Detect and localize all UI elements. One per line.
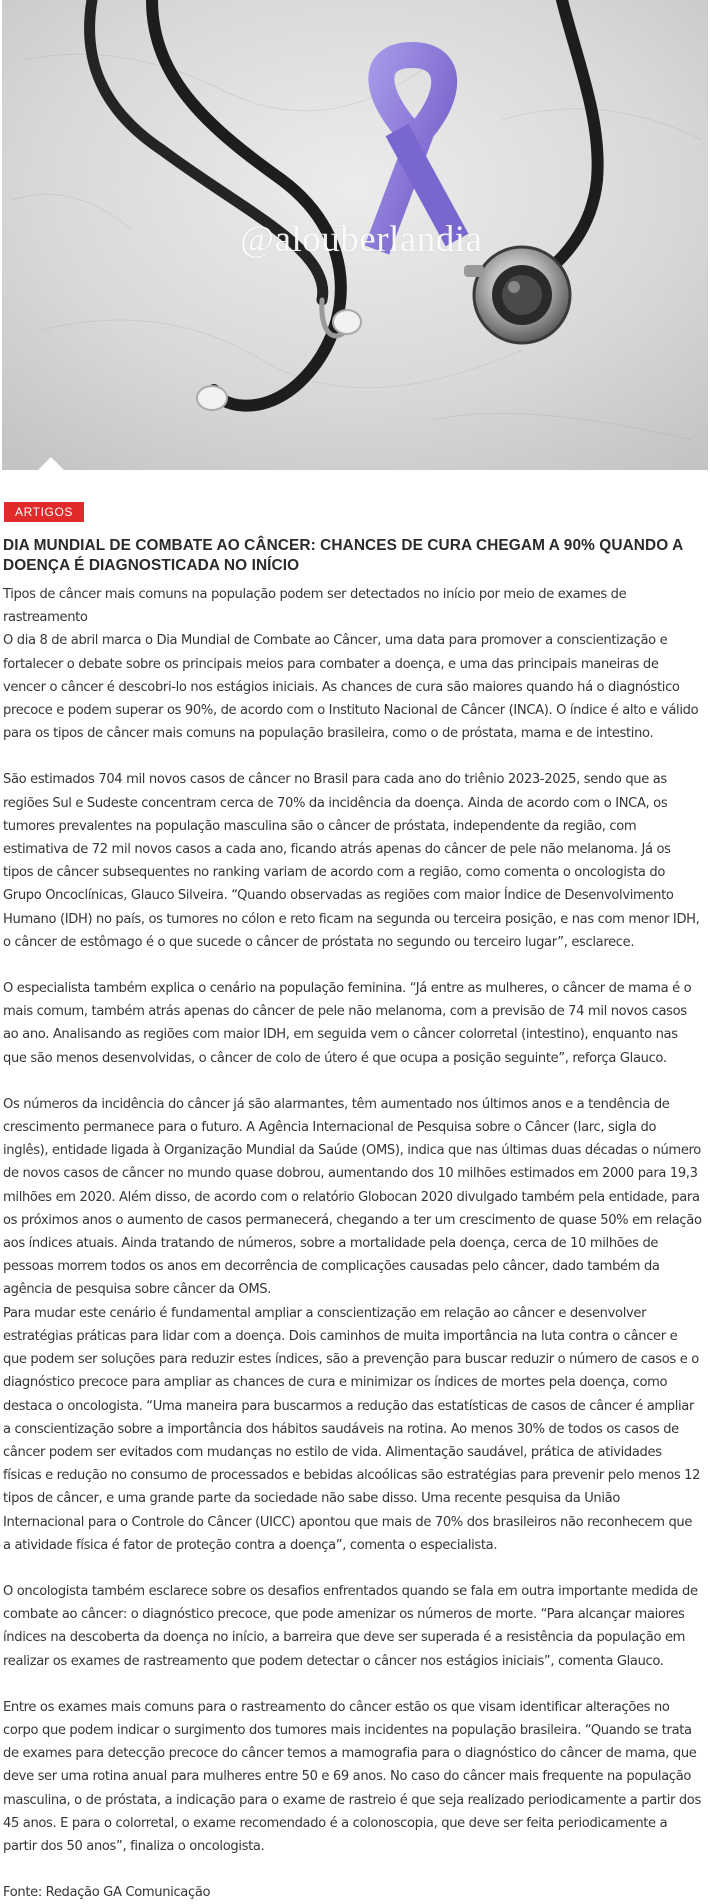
- paragraph-gap: [3, 1557, 703, 1580]
- hero-pointer-notch: [38, 457, 64, 470]
- article-source: Fonte: Redação GA Comunicação: [3, 1885, 211, 1901]
- paragraph-gap: [3, 1858, 703, 1881]
- paragraph-2: São estimados 704 mil novos casos de câncer no Brasil para cada ano do triênio 2023-2025, sendo que as regiões Sul e Sudeste concentram cerca de 70% da incidência da doença. Ainda de acordo com o INCA, os tumores prevalentes na população masculina são o câncer de próstata, independente da região, com estimativa de 72 mil novos casos a cada ano, ficando atrás apenas do câncer de pele não melanoma. Já os tipos de câncer subsequentes no ranking variam de acordo com a região, como comenta o oncologista do Grupo Oncoclínicas, Glauco Silveira. “Quando observadas as regiões com maior Índice de Desenvolvimento Humano (IDH) no país, os tumores no cólon e reto ficam na segunda ou terceira posição, e nas com menor IDH, o câncer de estômago é o que sucede o câncer de próstata no segundo ou terceiro lugar”, esclarece.: [3, 772, 700, 950]
- paragraph-7: Entre os exames mais comuns para o rastreamento do câncer estão os que visam identificar alterações no corpo que podem indicar o surgimento dos tumores mais incidentes na população brasileira. “Quando se trata de exames para detecção precoce do câncer temos a mamografia para o diagnóstico do câncer de mama, que deve ser uma rotina anual para mulheres entre 50 e 69 anos. No caso do câncer mais frequente na população masculina, o de próstata, a indicação para o exame de rastreio é que seja realizado periodicamente a partir dos 45 anos. E para o colorretal, o exame recomendado é a colonoscopia, que deve ser feita periodicamente a partir dos 50 anos”, finaliza o oncologista.: [3, 1699, 701, 1854]
- paragraph-gap: [3, 745, 703, 768]
- article-title: DIA MUNDIAL DE COMBATE AO CÂNCER: CHANCES DE CURA CHEGAM A 90% QUANDO A DOENÇA É DIAGNOSTICADA NO INÍCIO: [3, 537, 683, 574]
- paragraph-gap: [3, 1070, 703, 1093]
- paragraph-4: Os números da incidência do câncer já são alarmantes, têm aumentado nos últimos anos e a tendência de crescimento permanece para o futuro. A Agência Internacional de Pesquisa sobre o Câncer (Iarc, sigla do inglês), entidade ligada à Organização Mundial da Saúde (OMS), indica que nas últimas duas décadas o número de novos casos de câncer no mundo quase dobrou, aumentando dos 10 milhões estimados em 2000 para 19,3 milhões em 2020. Além disso, de acordo com o relatório Globocan 2020 divulgado também pela entidade, para os próximos anos o aumento de casos permanecerá, chegando a ter um crescimento de quase 50% em relação aos índices atuais. Ainda tratando de números, sobre a mortalidade pela doença, cerca de 10 milhões de pessoas morrem todos os anos em decorrência de complicações causadas pelo câncer, dado também da agência de pesquisa sobre câncer da OMS.: [3, 1096, 702, 1298]
- hero-image: [2, 0, 708, 470]
- paragraph-gap: [3, 1673, 703, 1696]
- paragraph-5: Para mudar este cenário é fundamental ampliar a conscientização em relação ao câncer e desenvolver estratégias práticas para lidar com a doença. Dois caminhos de muita importância na luta contra o câncer e que podem ser soluções para reduzir estes índices, são a prevenção para buscar reduzir o número de casos e o diagnóstico precoce para ampliar as chances de cura e minimizar os índices de mortes pela doença, como destaca o oncologista. “Uma maneira para buscarmos a redução das estatísticas de casos de câncer é ampliar a conscientização sobre a importância dos hábitos saudáveis na rotina. Ao menos 30% de todos os casos de câncer podem ser evitados com mudanças no estilo de vida. Alimentação saudável, prática de atividades físicas e redução no consumo de processados e bebidas alcoólicas são estratégias para prevenir pelo menos 12 tipos de câncer, e uma grande parte da sociedade não sabe disso. Uma recente pesquisa da União Internacional para o Controle do Câncer (UICC) apontou que mais de 70% dos brasileiros não reconhecem que a atividade física é fator de proteção contra a doença”, comenta o especialista.: [3, 1305, 701, 1553]
- article-body: [3, 583, 703, 1904]
- paragraph-1: O dia 8 de abril marca o Dia Mundial de Combate ao Câncer, uma data para promover a conscientização e fortalecer o debate sobre os principais meios para combater a doença, e uma das principais maneiras de vencer o câncer é descobri-lo nos estágios iniciais. As chances de cura são maiores quando há o diagnóstico precoce e podem superar os 90%, de acordo com o Instituto Nacional de Câncer (INCA). O índice é alto e válido para os tipos de câncer mais comuns na população brasileira, como o de próstata, mama e de intestino.: [3, 633, 699, 742]
- paragraph-3: O especialista também explica o cenário na população feminina. “Já entre as mulheres, o câncer de mama é o mais comum, também atrás apenas do câncer de pele não melanoma, com a previsão de 74 mil novos casos ao ano. Analisando as regiões com maior IDH, em seguida vem o câncer colorretal (intestino), enquanto nas que são menos desenvolvidas, o câncer de colo de útero é que ocupa a posição seguinte”, reforça Glauco.: [3, 981, 692, 1066]
- article-lead: Tipos de câncer mais comuns na população podem ser detectados no início por meio de exames de rastreamento: [3, 587, 627, 626]
- image-watermark: @alouberlandia: [240, 219, 483, 260]
- paragraph-gap: [3, 954, 703, 977]
- category-badge[interactable]: ARTIGOS: [4, 502, 84, 522]
- paragraph-6: O oncologista também esclarece sobre os desafios enfrentados quando se fala em outra importante medida de combate ao câncer: o diagnóstico precoce, que pode amenizar os números de morte. “Para alcançar maiores índices na descoberta da doença no início, a barreira que deve ser superada é a resistência da população em realizar os exames de rastreamento que podem detectar o câncer nos estágios iniciais”, comenta Glauco.: [3, 1583, 698, 1669]
